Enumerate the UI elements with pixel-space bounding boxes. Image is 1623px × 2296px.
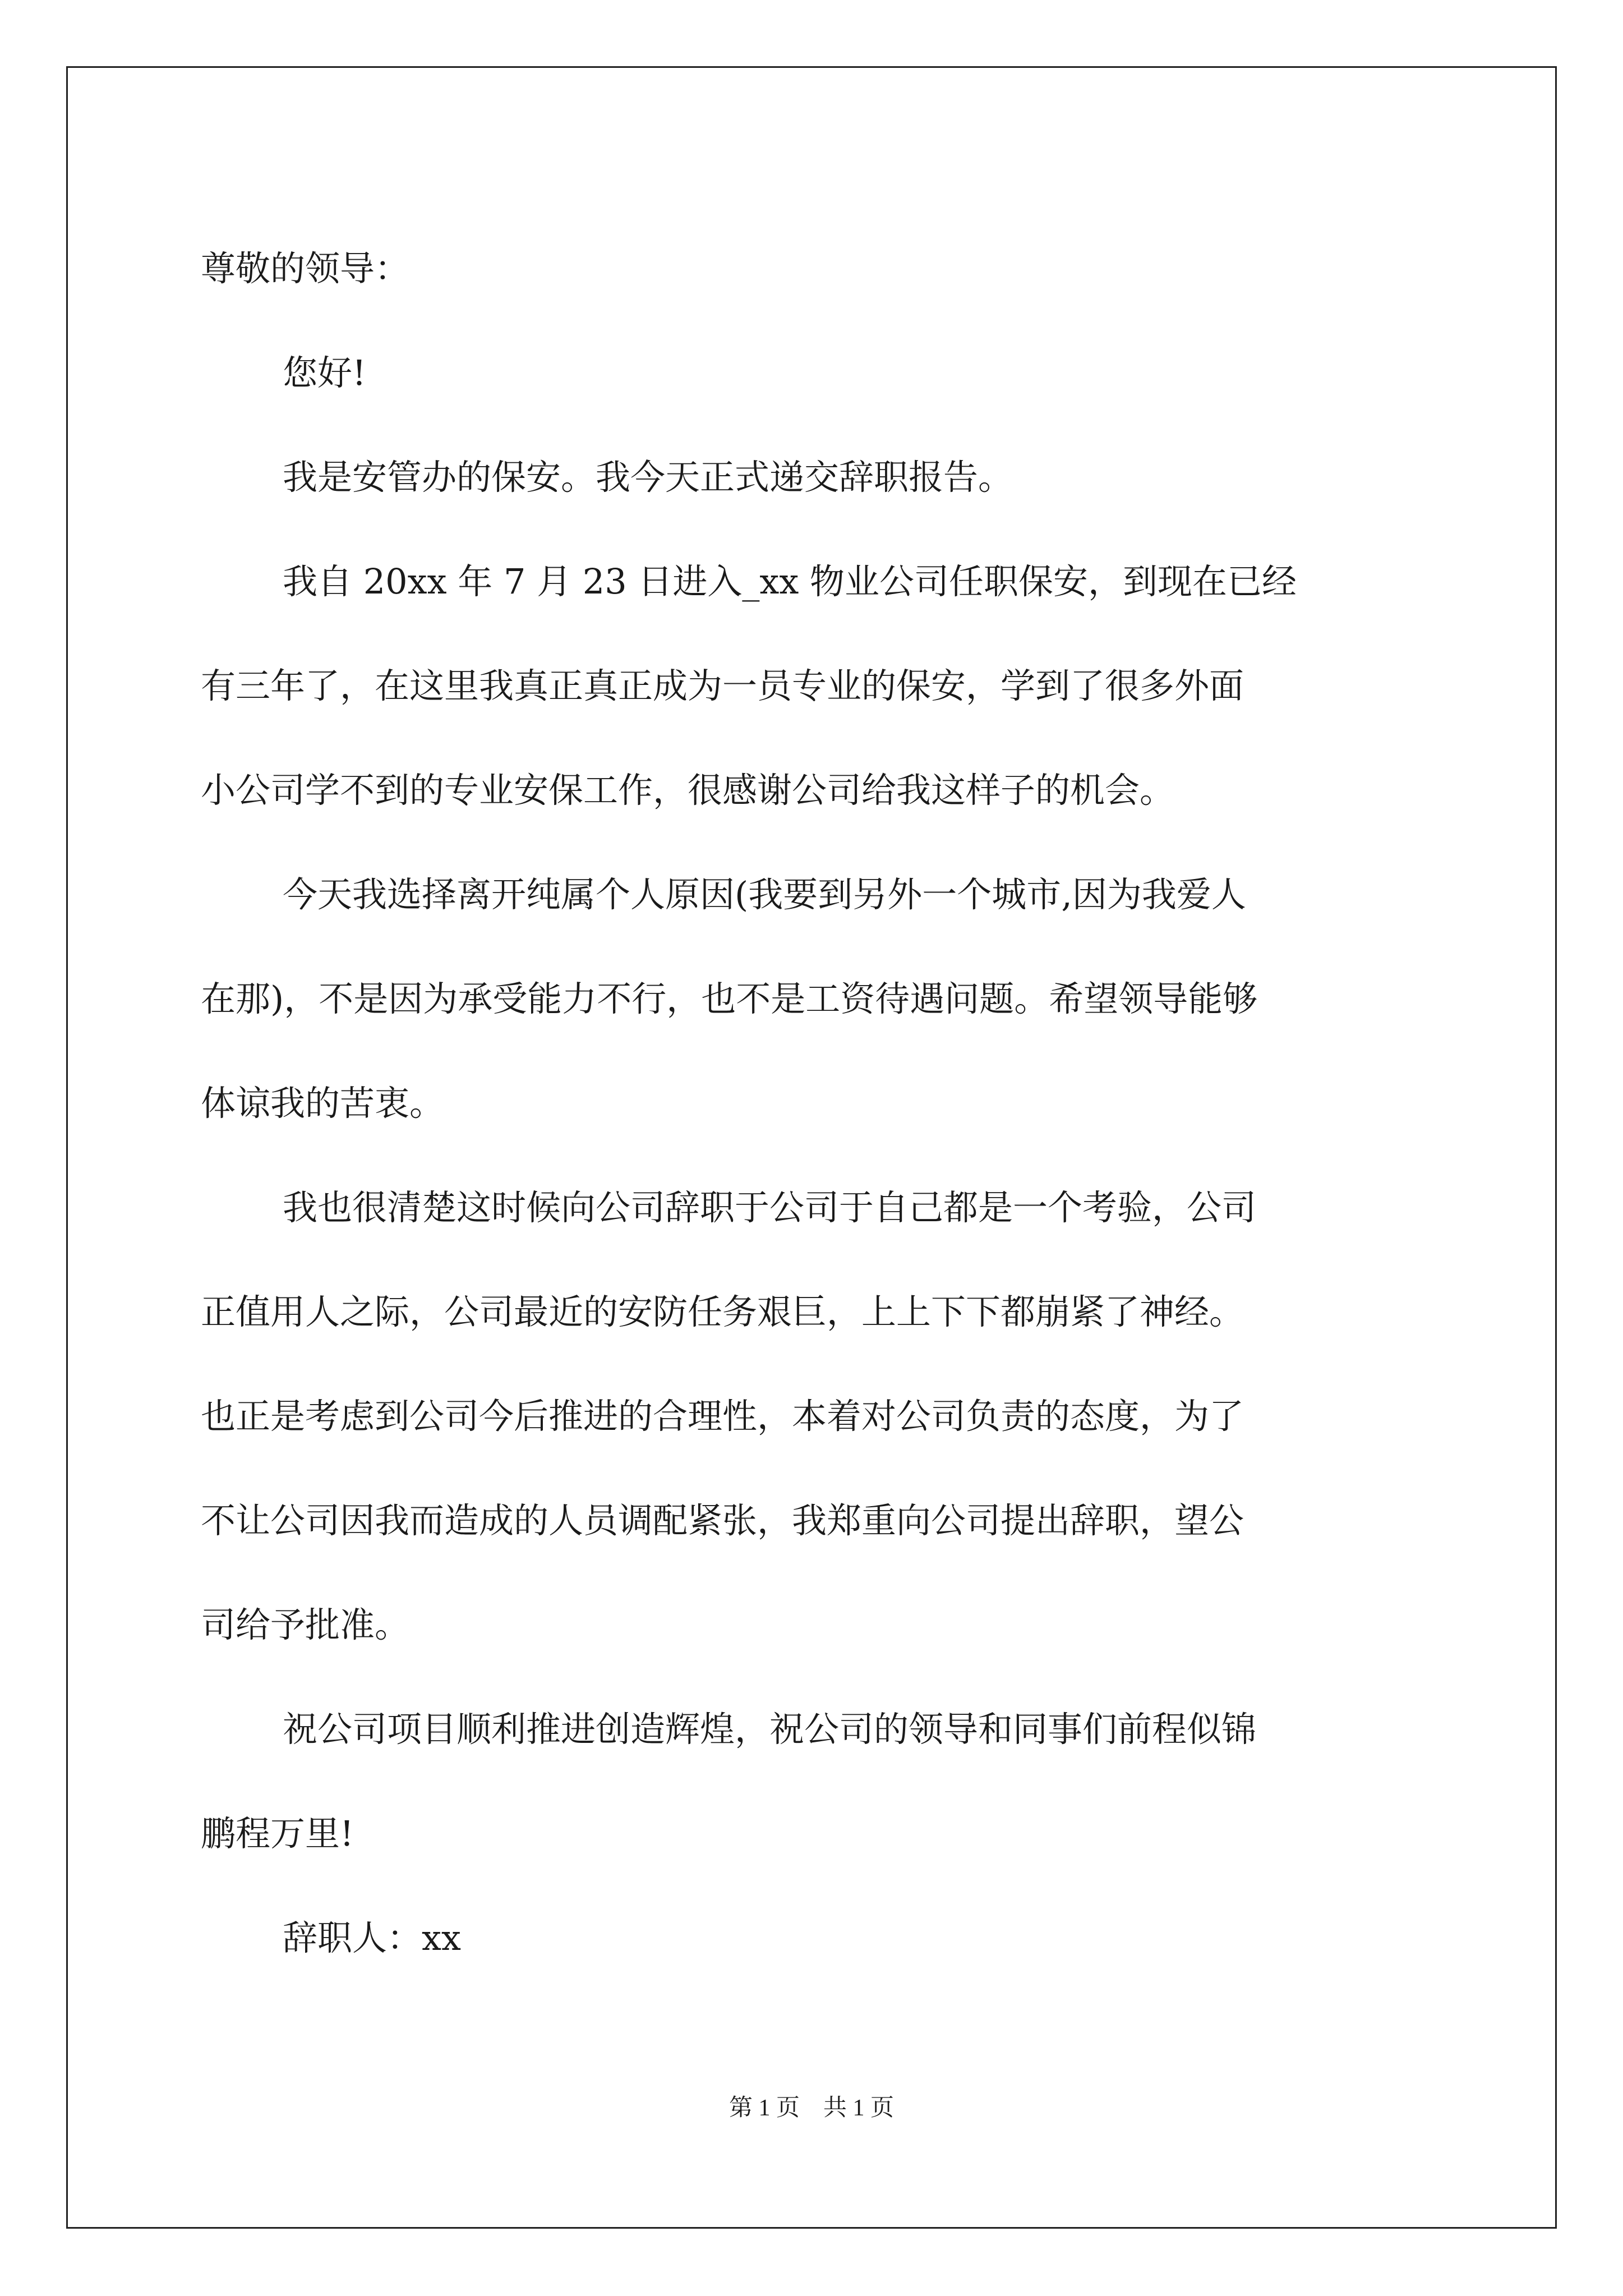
paragraph-5-line-2: 鹏程万里!: [201, 1813, 354, 1854]
paragraph-3-line-1: 今天我选择离开纯属个人原因(我要到另外一个城市,因为我爱人: [283, 874, 1246, 915]
letter-body: [201, 217, 1422, 1990]
paragraph-2-line-3: 小公司学不到的专业安保工作，很感谢公司给我这样子的机会。: [201, 770, 1175, 811]
paragraph-3-line-3: 体谅我的苦衷。: [201, 1083, 445, 1124]
signature: 辞职人：xx: [283, 1917, 461, 1958]
paragraph-2-line-2: 有三年了，在这里我真正真正成为一员专业的保安，学到了很多外面: [201, 665, 1244, 706]
page-footer: [0, 2091, 1623, 2125]
paragraph-4-line-4: 不让公司因我而造成的人员调配紧张，我郑重向公司提出辞职，望公: [201, 1500, 1244, 1541]
paragraph-3-line-2: 在那)，不是因为承受能力不行，也不是工资待遇问题。希望领导能够: [201, 978, 1258, 1019]
page-total: 共 1 页: [823, 2095, 895, 2121]
paragraph-4-line-3: 也正是考虑到公司今后推进的合理性，本着对公司负责的态度，为了: [201, 1396, 1244, 1437]
salutation: 尊敬的领导：: [201, 248, 410, 289]
paragraph-4-line-5: 司给予批准。: [201, 1604, 410, 1645]
paragraph-1-line-1: 我是安管办的保安。我今天正式递交辞职报告。: [283, 457, 1013, 498]
paragraph-4-line-2: 正值用人之际，公司最近的安防任务艰巨，上上下下都崩紧了神经。: [201, 1291, 1244, 1332]
paragraph-5-line-1: 祝公司项目顺利推进创造辉煌，祝公司的领导和同事们前程似锦: [283, 1709, 1257, 1750]
page-number: 第 1 页: [728, 2095, 800, 2121]
paragraph-4-line-1: 我也很清楚这时候向公司辞职于公司于自己都是一个考验，公司: [283, 1187, 1257, 1228]
greeting: 您好!: [283, 352, 366, 393]
paragraph-2-line-1: 我自 20xx 年 7 月 23 日进入_xx 物业公司任职保安，到现在已经: [283, 561, 1297, 602]
